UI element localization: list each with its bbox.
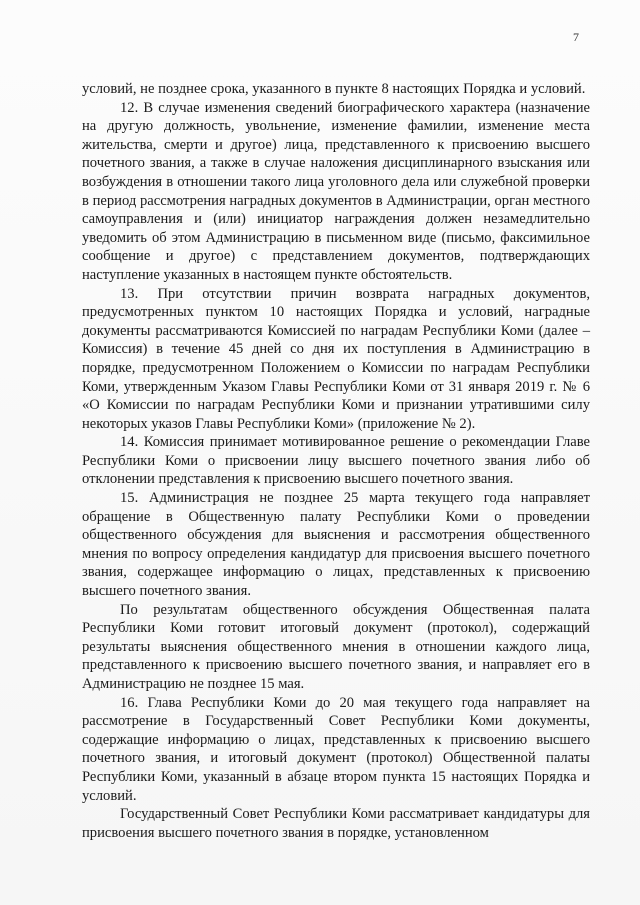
paragraph-16: 16. Глава Республики Коми до 20 мая текущего года направляет на рассмотрение в Государственный Совет Республики Коми документы, содержащие информацию о лицах, представленных к присвоению высшего почетного звания, и итоговый документ (протокол) Общественной палаты Республики Коми, указанный в абзаце втором пункта 15 настоящих Порядка и условий. [82,694,590,804]
page-number: 7 [573,30,579,44]
paragraph-14: 14. Комиссия принимает мотивированное решение о рекомендации Главе Республики Коми о присвоении лицу высшего почетного звания либо об отклонении представления к присвоению высшего почетного звания. [82,434,590,488]
paragraph-15: 15. Администрация не позднее 25 марта текущего года направляет обращение в Общественную палату Республики Коми о проведении общественного обсуждения для выяснения и рассмотрения общественного мнения по вопросу определения кандидатур для присвоения высшего почетного звания, содержащее информацию о лицах, представленных к присвоению высшего почетного звания. [82,490,590,600]
document-body [82,80,590,842]
paragraph-15-second: По результатам общественного обсуждения Общественная палата Республики Коми готовит итоговый документ (протокол), содержащий результаты выяснения общественного мнения в отношении каждого лица, представленного к присвоению высшего почетного звания, и направляет его в Администрацию не позднее 15 мая. [82,601,590,692]
paragraph-16-second: Государственный Совет Республики Коми рассматривает кандидатуры для присвоения высшего почетного звания в порядке, установленном [82,806,590,841]
paragraph-13: 13. При отсутствии причин возврата наградных документов, предусмотренных пунктом 10 настоящих Порядка и условий, наградные документы рассматриваются Комиссией по наградам Республики Коми (далее – Комиссия) в течение 45 дней со дня их поступления в Администрацию в порядке, предусмотренном Положением о Комиссии по наградам Республики Коми, утвержденным Указом Главы Республики Коми от 31 января 2019 г. № 6 «О Комиссии по наградам Республики Коми и признании утратившими силу некоторых указов Главы Республики Коми» (приложение № 2). [82,285,590,432]
paragraph-continuation: условий, не позднее срока, указанного в пункте 8 настоящих Порядка и условий. [82,81,586,97]
paragraph-12: 12. В случае изменения сведений биографического характера (назначение на другую должность, увольнение, изменение фамилии, изменение места жительства, смерти и другое) лица, представленного к присвоению высшего почетного звания, а также в случае наложения дисциплинарного взыскания или возбуждения в отношении такого лица уголовного дела или служебной проверки в период рассмотрения наградных документов в Администрации, орган местного самоуправления и (или) инициатор награждения должен незамедлительно уведомить об этом Администрацию в письменном виде (письмо, факсимильное сообщение и другое) с представлением документов, подтверждающих наступление указанных в настоящем пункте обстоятельств. [82,99,590,283]
